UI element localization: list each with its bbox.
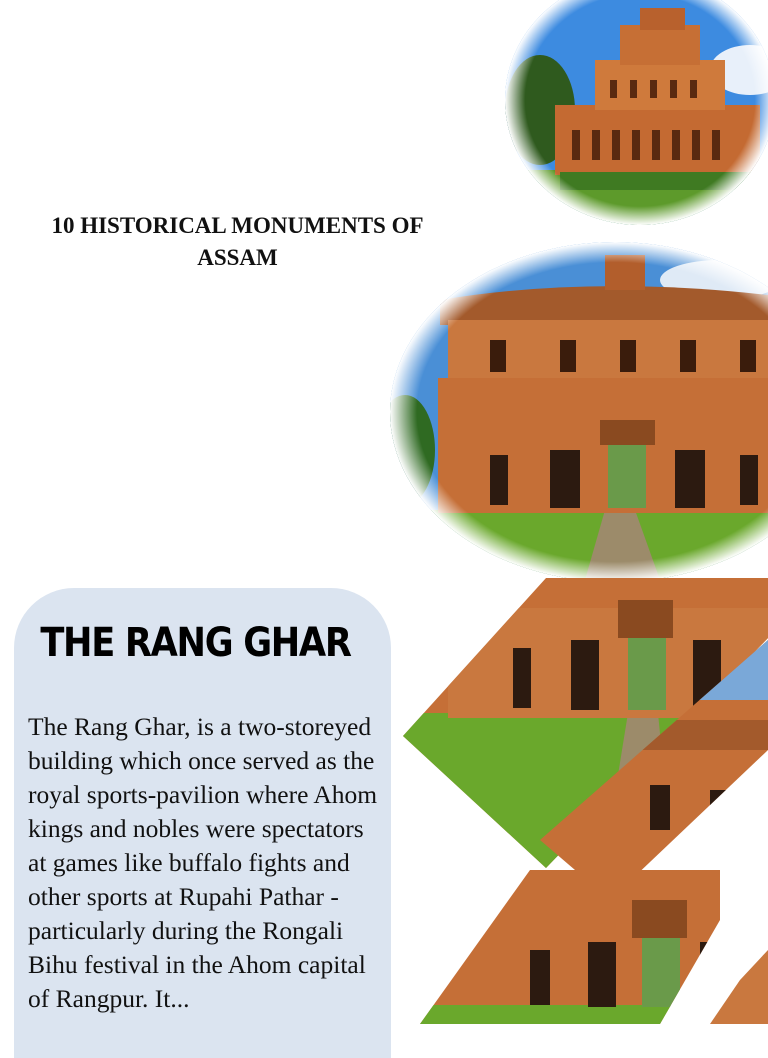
card-heading: THE RANG GHAR [40, 620, 351, 666]
card-body-text: The Rang Ghar, is a two-storeyed building which once served as the royal sports-pavilion where Ahom kings and nobles were spectators at games like buffalo fights and other sports at Rupahi Pathar - particularly during the Rongali Bihu festival in the Ahom capital of Rangpur. It... [28, 712, 378, 1013]
rang-ghar-strip-photo [540, 640, 768, 900]
document-title: 10 HISTORICAL MONUMENTS OF ASSAM [51, 213, 424, 270]
rang-ghar-photo [390, 240, 768, 580]
kareng-ghar-photo [500, 0, 768, 230]
rang-ghar-bottom-photo [420, 870, 768, 1024]
